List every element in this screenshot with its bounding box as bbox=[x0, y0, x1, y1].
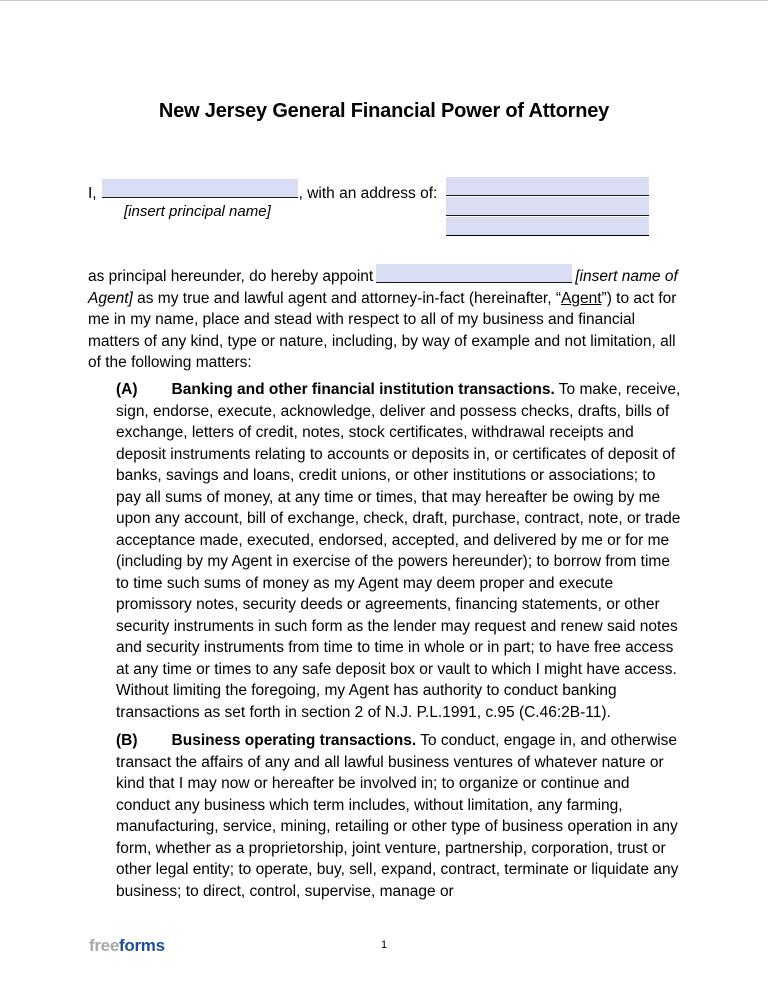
agent-name-hint: [insert name of Agent] bbox=[88, 268, 678, 307]
appointment-text-part2: as my true and lawful agent and attorney-in-fact (hereinafter, “ bbox=[137, 289, 562, 307]
address-input-line-1[interactable] bbox=[446, 177, 649, 196]
principal-name-hint: [insert principal name] bbox=[124, 203, 271, 220]
appointment-text-part3: ”) to act for me in my name, place and stead with respect to all of my business and financial matters of any kind, type or nature, including, by way of example and not limitation, all of the following matters: bbox=[88, 289, 677, 371]
section-b-heading: Business operating transactions. bbox=[171, 732, 417, 749]
intro-lead-text: I, bbox=[88, 185, 97, 202]
section-a bbox=[116, 379, 682, 723]
section-b-letter: (B) bbox=[116, 732, 138, 749]
principal-name-input[interactable] bbox=[102, 179, 298, 198]
appointment-paragraph bbox=[88, 262, 682, 374]
section-b-body: To conduct, engage in, and otherwise transact the affairs of any and all lawful business ventures of whatever nature or kind that I may now or hereafter be involved in; to organize or continue and conduct any business which term includes, without limitation, any farming, manufacturing, service, mining, retailing or other type of business operation in any form, whether as a proprietorship, joint venture, partnership, corporation, trust or other legal entity; to operate, buy, sell, expand, contract, terminate or liquidate any business; to direct, control, supervise, manage or bbox=[116, 732, 679, 900]
section-a-letter: (A) bbox=[116, 381, 138, 398]
address-input-group bbox=[446, 177, 649, 236]
address-input-line-2[interactable] bbox=[446, 197, 649, 216]
section-b bbox=[116, 730, 682, 902]
logo-text-forms: forms bbox=[119, 936, 165, 955]
appointment-text-part1: as principal hereunder, do hereby appoint bbox=[88, 268, 374, 285]
agent-name-input[interactable] bbox=[376, 264, 572, 283]
page-title: New Jersey General Financial Power of Attorney bbox=[158, 100, 610, 122]
section-a-heading: Banking and other financial institution transactions. bbox=[171, 381, 555, 398]
page-number: 1 bbox=[380, 939, 388, 951]
address-input-line-3[interactable] bbox=[446, 217, 649, 236]
address-label-text: , with an address of: bbox=[298, 185, 438, 202]
logo-text-free: free bbox=[89, 936, 119, 955]
agent-defined-term: Agent bbox=[561, 289, 602, 307]
section-a-body: To make, receive, sign, endorse, execute, acknowledge, deliver and possess checks, drafts, bills of exchange, letters of credit, notes, stock certificates, withdrawal receipts and deposit instruments relating to accounts or deposits in, or certificates of deposit of banks, savings and loans, credit unions, or other institutions or associations; to pay all sums of money, at any time or times, that may hereafter be owing by me upon any account, bill of exchange, check, draft, purchase, contract, note, or trade acceptance made, executed, endorsed, accepted, and delivered by me or for me (including by my Agent in exercise of the powers hereunder); to borrow from time to time such sums of money as my Agent may deem proper and execute promissory notes, security deeds or agreements, financing statements, or other security instruments in such form as the lender may request and renew said notes and security instruments from time to time in whole or in part; to have free access at any time or times to any safe deposit box or vault to which I might have access. Without limiting the foregoing, my Agent has authority to conduct banking transactions as set forth in section 2 of N.J. P.L.1991, c.95 (C.46:2B-11). bbox=[116, 381, 681, 721]
